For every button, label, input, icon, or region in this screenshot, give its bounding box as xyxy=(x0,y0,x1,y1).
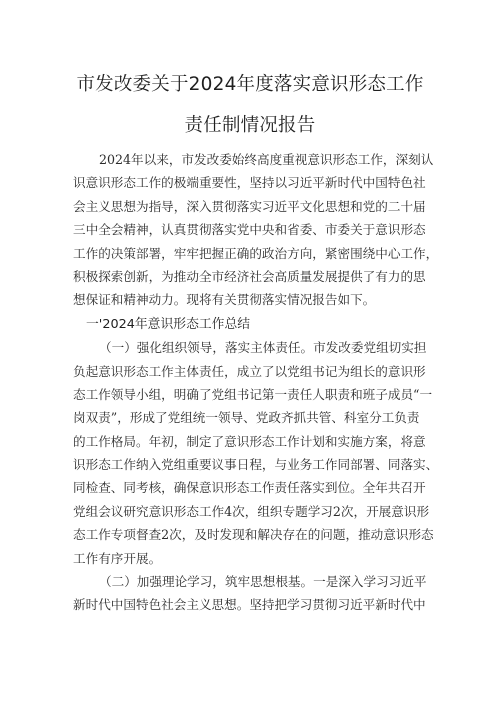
document-body xyxy=(73,148,449,617)
paragraph-line: 工作的决策部署，牢牢把握正确的政治方向，紧密围绕中心工作， xyxy=(73,245,439,261)
paragraph-line: （一）强化组织领导，落实主体责任。市发改委党组切实担 xyxy=(99,340,427,356)
paragraph-line: 的工作格局。年初，制定了意识形态工作计划和实施方案，将意 xyxy=(73,433,426,449)
paragraph-line: 2024年以来，市发改委始终高度重视意识形态工作，深刻认 xyxy=(99,152,434,167)
paragraph-line: 负起意识形态工作主体责任，成立了以党组书记为组长的意识形 xyxy=(73,363,426,379)
paragraph-line: 识形态工作纳入党组重要议事日程，与业务工作同部署、同落实、 xyxy=(73,457,439,473)
paragraph-line: 同检查、同考核，确保意识形态工作责任落实到位。全年共召开 xyxy=(73,480,426,496)
paragraph-line: 态工作专项督查2次，及时发现和解决存在的问题，推动意识形态 xyxy=(73,527,434,543)
paragraph-line: 党组会议研究意识形态工作4次，组织专题学习2次，开展意识形 xyxy=(73,503,430,519)
paragraph-line: 岗双责”，形成了党组统一领导、党政齐抓共管、科室分工负责 xyxy=(73,410,420,426)
paragraph-line: （二）加强理论学习，筑牢思想根基。一是深入学习习近平 xyxy=(99,574,427,590)
paragraph-line: 新时代中国特色社会主义思想。坚持把学习贯彻习近平新时代中 xyxy=(73,597,426,613)
paragraph-line: 态工作领导小组，明确了党组书记第一责任人职责和班子成员“一 xyxy=(73,386,433,402)
paragraph-line: 想保证和精神动力。现将有关贯彻落实情况报告如下。 xyxy=(73,292,376,308)
paragraph-line: 识意识形态工作的极端重要性，坚持以习近平新时代中国特色社 xyxy=(73,175,426,191)
section-heading: 一'2024年意识形态工作总结 xyxy=(86,316,251,332)
document-title-line-1: 市发改委关于2024年度落实意识形态工作 xyxy=(76,74,424,95)
paragraph-line: 工作有序开展。 xyxy=(73,550,162,566)
paragraph-line: 积极探索创新，为推动全市经济社会高质量发展提供了有力的思 xyxy=(73,268,426,284)
document-title-line-2: 责任制情况报告 xyxy=(184,115,316,136)
paragraph-line: 会主义思想为指导，深入贯彻落实习近平文化思想和党的二十届 xyxy=(73,198,426,214)
paragraph-line: 三中全会精神，认真贯彻落实党中央和省委、市委关于意识形态 xyxy=(73,222,426,238)
